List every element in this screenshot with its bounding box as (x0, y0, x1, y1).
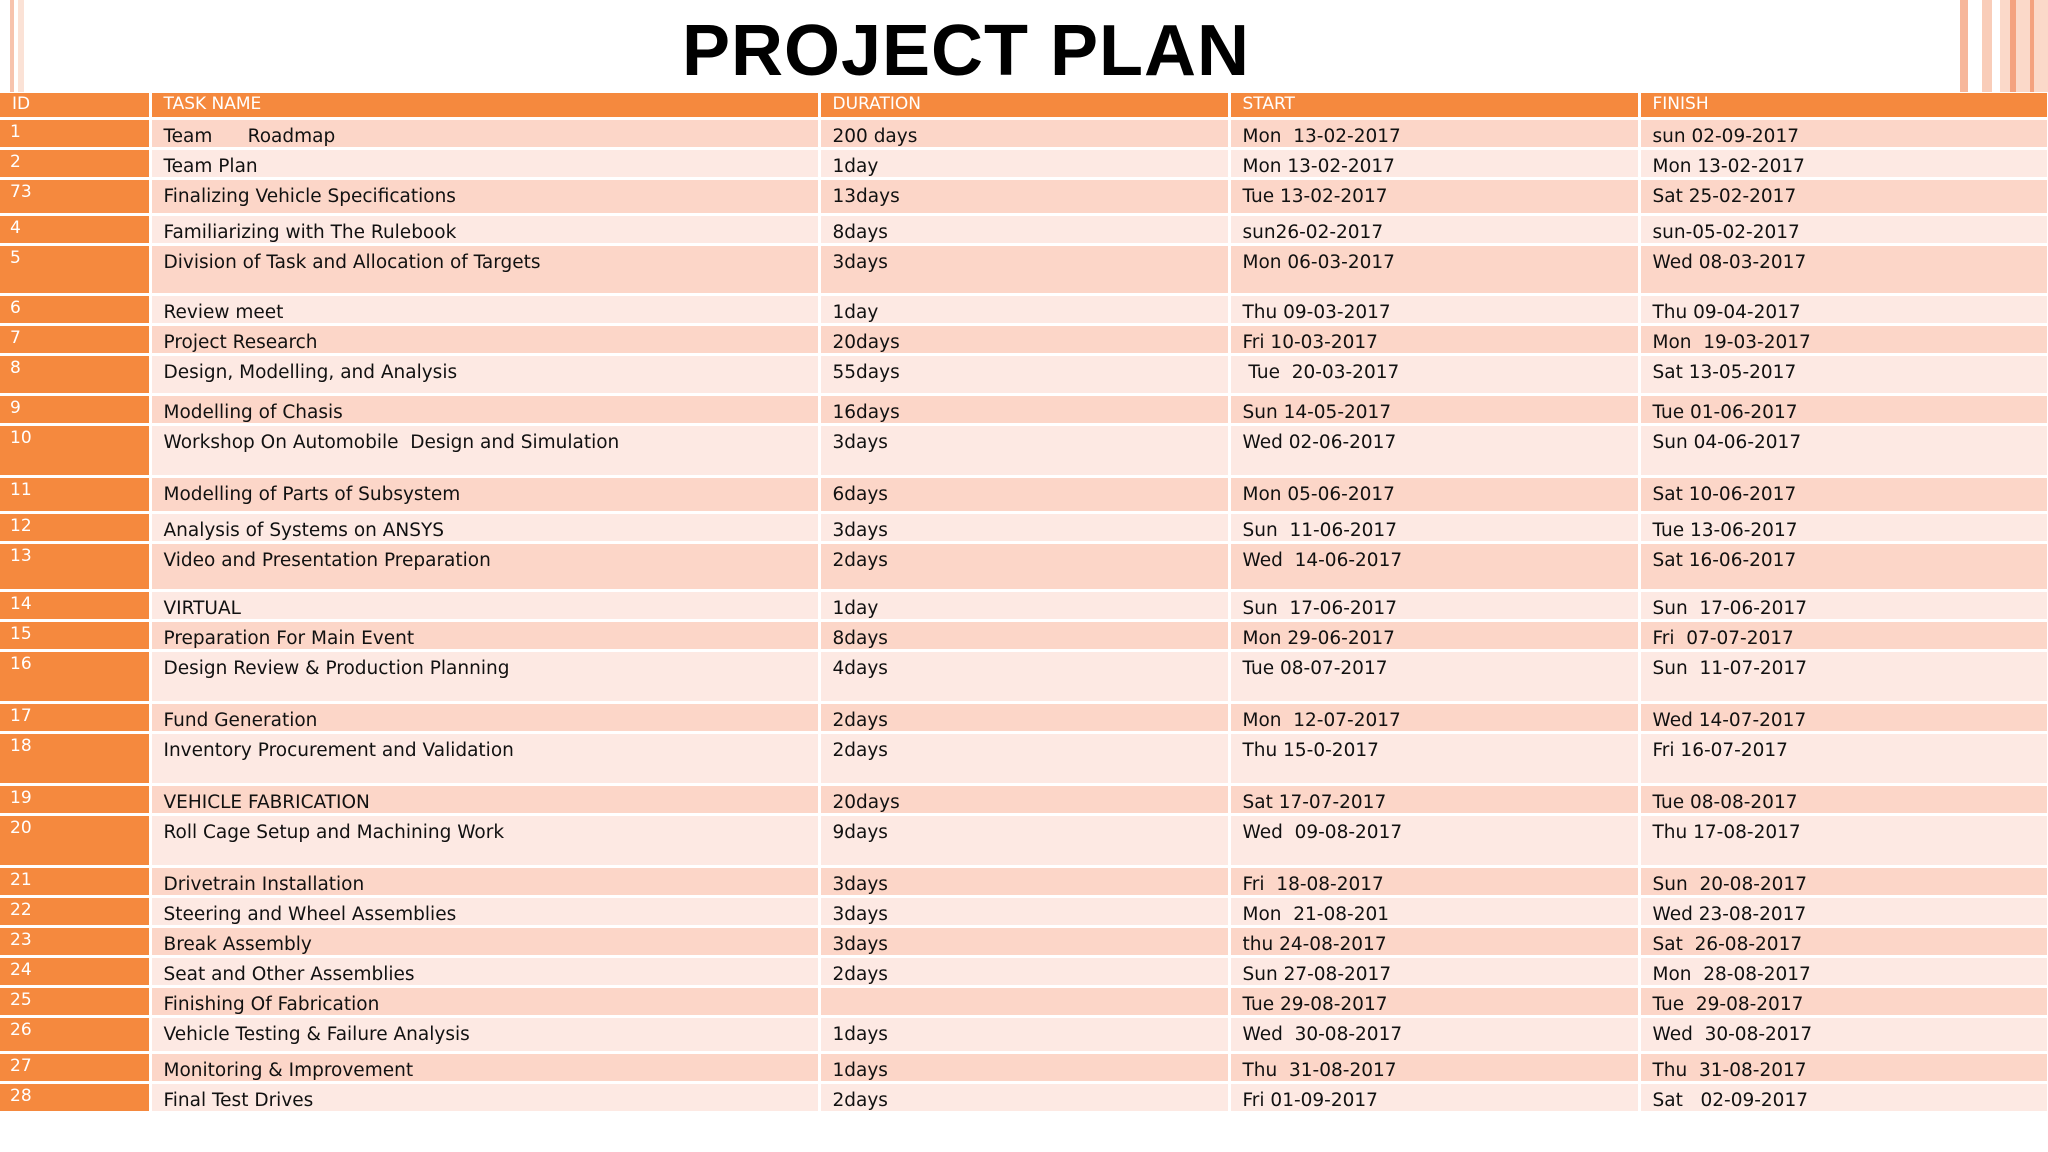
cell-start: Mon 13-02-2017 (1229, 118, 1639, 148)
cell-duration: 13days (819, 178, 1229, 214)
cell-id: 19 (0, 784, 150, 814)
cell-finish: Thu 17-08-2017 (1639, 814, 2048, 866)
cell-finish: sun 02-09-2017 (1639, 118, 2048, 148)
cell-start: Sun 17-06-2017 (1229, 590, 1639, 620)
cell-duration: 55days (819, 354, 1229, 394)
cell-task-name: Modelling of Parts of Subsystem (150, 476, 819, 512)
cell-finish: Wed 08-03-2017 (1639, 244, 2048, 294)
cell-finish: Sun 20-08-2017 (1639, 866, 2048, 896)
cell-id: 7 (0, 324, 150, 354)
cell-finish: sun-05-02-2017 (1639, 214, 2048, 244)
cell-id: 21 (0, 866, 150, 896)
cell-id: 12 (0, 512, 150, 542)
cell-id: 25 (0, 986, 150, 1016)
cell-start: thu 24-08-2017 (1229, 926, 1639, 956)
cell-task-name: Inventory Procurement and Validation (150, 732, 819, 784)
table-row (0, 178, 2048, 214)
cell-task-name: Division of Task and Allocation of Targets (150, 244, 819, 294)
cell-task-name: Video and Presentation Preparation (150, 542, 819, 590)
cell-duration: 1days (819, 1052, 1229, 1082)
table-row (0, 702, 2048, 732)
cell-task-name: VIRTUAL (150, 590, 819, 620)
cell-task-name: Design, Modelling, and Analysis (150, 354, 819, 394)
decorative-bar (1960, 0, 1968, 92)
table-row (0, 354, 2048, 394)
cell-finish: Sat 25-02-2017 (1639, 178, 2048, 214)
cell-start: Fri 10-03-2017 (1229, 324, 1639, 354)
cell-finish: Mon 28-08-2017 (1639, 956, 2048, 986)
cell-finish: Wed 30-08-2017 (1639, 1016, 2048, 1052)
cell-start: Tue 08-07-2017 (1229, 650, 1639, 702)
cell-task-name: VEHICLE FABRICATION (150, 784, 819, 814)
cell-id: 8 (0, 354, 150, 394)
decorative-bar (2030, 0, 2034, 92)
cell-finish: Thu 31-08-2017 (1639, 1052, 2048, 1082)
table-row (0, 1052, 2048, 1082)
column-header-task-name: TASK NAME (150, 93, 819, 118)
cell-duration (819, 986, 1229, 1016)
cell-id: 22 (0, 896, 150, 926)
cell-task-name: Design Review & Production Planning (150, 650, 819, 702)
cell-task-name: Roll Cage Setup and Machining Work (150, 814, 819, 866)
cell-task-name: Team Plan (150, 148, 819, 178)
cell-duration: 3days (819, 512, 1229, 542)
cell-finish: Tue 13-06-2017 (1639, 512, 2048, 542)
cell-start: Sun 27-08-2017 (1229, 956, 1639, 986)
cell-start: Mon 06-03-2017 (1229, 244, 1639, 294)
cell-finish: Fri 07-07-2017 (1639, 620, 2048, 650)
cell-id: 2 (0, 148, 150, 178)
table-row (0, 512, 2048, 542)
cell-id: 73 (0, 178, 150, 214)
column-header-finish: FINISH (1639, 93, 2048, 118)
cell-finish: Sat 13-05-2017 (1639, 354, 2048, 394)
cell-finish: Sun 04-06-2017 (1639, 424, 2048, 476)
table-row (0, 866, 2048, 896)
cell-start: Sun 11-06-2017 (1229, 512, 1639, 542)
table-row (0, 244, 2048, 294)
cell-duration: 3days (819, 424, 1229, 476)
cell-duration: 200 days (819, 118, 1229, 148)
cell-finish: Sat 26-08-2017 (1639, 926, 2048, 956)
table-row (0, 814, 2048, 866)
cell-id: 1 (0, 118, 150, 148)
table-body (0, 118, 2048, 1112)
decorative-bar (1982, 0, 1992, 92)
cell-task-name: Seat and Other Assemblies (150, 956, 819, 986)
cell-duration: 9days (819, 814, 1229, 866)
column-header-duration: DURATION (819, 93, 1229, 118)
cell-finish: Sun 17-06-2017 (1639, 590, 2048, 620)
cell-duration: 4days (819, 650, 1229, 702)
cell-finish: Sat 10-06-2017 (1639, 476, 2048, 512)
cell-duration: 1day (819, 294, 1229, 324)
table-row (0, 650, 2048, 702)
cell-id: 28 (0, 1082, 150, 1112)
cell-task-name: Steering and Wheel Assemblies (150, 896, 819, 926)
table-row (0, 926, 2048, 956)
cell-task-name: Analysis of Systems on ANSYS (150, 512, 819, 542)
cell-start: Mon 29-06-2017 (1229, 620, 1639, 650)
table-row (0, 476, 2048, 512)
column-header-id: ID (0, 93, 150, 118)
table-row (0, 424, 2048, 476)
table-row (0, 956, 2048, 986)
table-row (0, 784, 2048, 814)
cell-start: Wed 14-06-2017 (1229, 542, 1639, 590)
cell-start: Mon 12-07-2017 (1229, 702, 1639, 732)
table-row (0, 1016, 2048, 1052)
cell-duration: 20days (819, 324, 1229, 354)
cell-finish: Sat 16-06-2017 (1639, 542, 2048, 590)
cell-duration: 1day (819, 148, 1229, 178)
cell-duration: 20days (819, 784, 1229, 814)
decorative-bar (2000, 0, 2048, 92)
cell-start: Fri 18-08-2017 (1229, 866, 1639, 896)
cell-finish: Wed 23-08-2017 (1639, 896, 2048, 926)
table-header-row (0, 93, 2048, 118)
cell-id: 11 (0, 476, 150, 512)
cell-finish: Fri 16-07-2017 (1639, 732, 2048, 784)
cell-start: Mon 05-06-2017 (1229, 476, 1639, 512)
cell-duration: 1days (819, 1016, 1229, 1052)
cell-id: 18 (0, 732, 150, 784)
cell-start: Mon 13-02-2017 (1229, 148, 1639, 178)
cell-duration: 2days (819, 956, 1229, 986)
table-row (0, 148, 2048, 178)
cell-duration: 3days (819, 896, 1229, 926)
table-row (0, 732, 2048, 784)
cell-duration: 1day (819, 590, 1229, 620)
cell-id: 26 (0, 1016, 150, 1052)
table-row (0, 896, 2048, 926)
cell-id: 4 (0, 214, 150, 244)
cell-task-name: Preparation For Main Event (150, 620, 819, 650)
cell-id: 24 (0, 956, 150, 986)
cell-finish: Mon 19-03-2017 (1639, 324, 2048, 354)
cell-start: sun26-02-2017 (1229, 214, 1639, 244)
table-row (0, 590, 2048, 620)
cell-id: 14 (0, 590, 150, 620)
table-row (0, 214, 2048, 244)
cell-id: 10 (0, 424, 150, 476)
table-row (0, 294, 2048, 324)
cell-start: Tue 13-02-2017 (1229, 178, 1639, 214)
cell-start: Tue 20-03-2017 (1229, 354, 1639, 394)
cell-duration: 2days (819, 732, 1229, 784)
cell-task-name: Review meet (150, 294, 819, 324)
cell-start: Wed 30-08-2017 (1229, 1016, 1639, 1052)
cell-id: 23 (0, 926, 150, 956)
cell-id: 17 (0, 702, 150, 732)
cell-start: Thu 31-08-2017 (1229, 1052, 1639, 1082)
column-header-start: START (1229, 93, 1639, 118)
cell-start: Thu 15-0-2017 (1229, 732, 1639, 784)
cell-finish: Tue 01-06-2017 (1639, 394, 2048, 424)
cell-duration: 6days (819, 476, 1229, 512)
cell-start: Tue 29-08-2017 (1229, 986, 1639, 1016)
cell-task-name: Familiarizing with The Rulebook (150, 214, 819, 244)
cell-start: Fri 01-09-2017 (1229, 1082, 1639, 1112)
cell-duration: 8days (819, 214, 1229, 244)
cell-task-name: Finalizing Vehicle Specifications (150, 178, 819, 214)
project-plan-table (0, 93, 2048, 1114)
cell-duration: 3days (819, 926, 1229, 956)
table-row (0, 1082, 2048, 1112)
cell-duration: 2days (819, 1082, 1229, 1112)
cell-duration: 8days (819, 620, 1229, 650)
cell-id: 15 (0, 620, 150, 650)
cell-task-name: Fund Generation (150, 702, 819, 732)
cell-finish: Thu 09-04-2017 (1639, 294, 2048, 324)
cell-task-name: Vehicle Testing & Failure Analysis (150, 1016, 819, 1052)
cell-task-name: Project Research (150, 324, 819, 354)
cell-task-name: Drivetrain Installation (150, 866, 819, 896)
table-row (0, 118, 2048, 148)
cell-finish: Mon 13-02-2017 (1639, 148, 2048, 178)
cell-task-name: Monitoring & Improvement (150, 1052, 819, 1082)
cell-start: Wed 09-08-2017 (1229, 814, 1639, 866)
cell-id: 20 (0, 814, 150, 866)
table-row (0, 324, 2048, 354)
cell-finish: Sun 11-07-2017 (1639, 650, 2048, 702)
table-row (0, 620, 2048, 650)
cell-task-name: Finishing Of Fabrication (150, 986, 819, 1016)
cell-finish: Wed 14-07-2017 (1639, 702, 2048, 732)
decorative-bar (2010, 0, 2016, 92)
cell-id: 16 (0, 650, 150, 702)
cell-start: Sun 14-05-2017 (1229, 394, 1639, 424)
cell-finish: Tue 29-08-2017 (1639, 986, 2048, 1016)
cell-start: Mon 21-08-201 (1229, 896, 1639, 926)
cell-duration: 2days (819, 542, 1229, 590)
cell-duration: 3days (819, 866, 1229, 896)
cell-duration: 2days (819, 702, 1229, 732)
cell-task-name: Team Roadmap (150, 118, 819, 148)
cell-duration: 3days (819, 244, 1229, 294)
cell-finish: Sat 02-09-2017 (1639, 1082, 2048, 1112)
cell-finish: Tue 08-08-2017 (1639, 784, 2048, 814)
cell-task-name: Workshop On Automobile Design and Simulation (150, 424, 819, 476)
cell-duration: 16days (819, 394, 1229, 424)
cell-start: Wed 02-06-2017 (1229, 424, 1639, 476)
cell-id: 9 (0, 394, 150, 424)
cell-task-name: Modelling of Chasis (150, 394, 819, 424)
cell-id: 6 (0, 294, 150, 324)
page-title: PROJECT PLAN (681, 11, 1251, 91)
cell-id: 13 (0, 542, 150, 590)
cell-id: 27 (0, 1052, 150, 1082)
cell-task-name: Break Assembly (150, 926, 819, 956)
cell-id: 5 (0, 244, 150, 294)
cell-task-name: Final Test Drives (150, 1082, 819, 1112)
table-row (0, 986, 2048, 1016)
cell-start: Thu 09-03-2017 (1229, 294, 1639, 324)
table-row (0, 394, 2048, 424)
cell-start: Sat 17-07-2017 (1229, 784, 1639, 814)
table-row (0, 542, 2048, 590)
